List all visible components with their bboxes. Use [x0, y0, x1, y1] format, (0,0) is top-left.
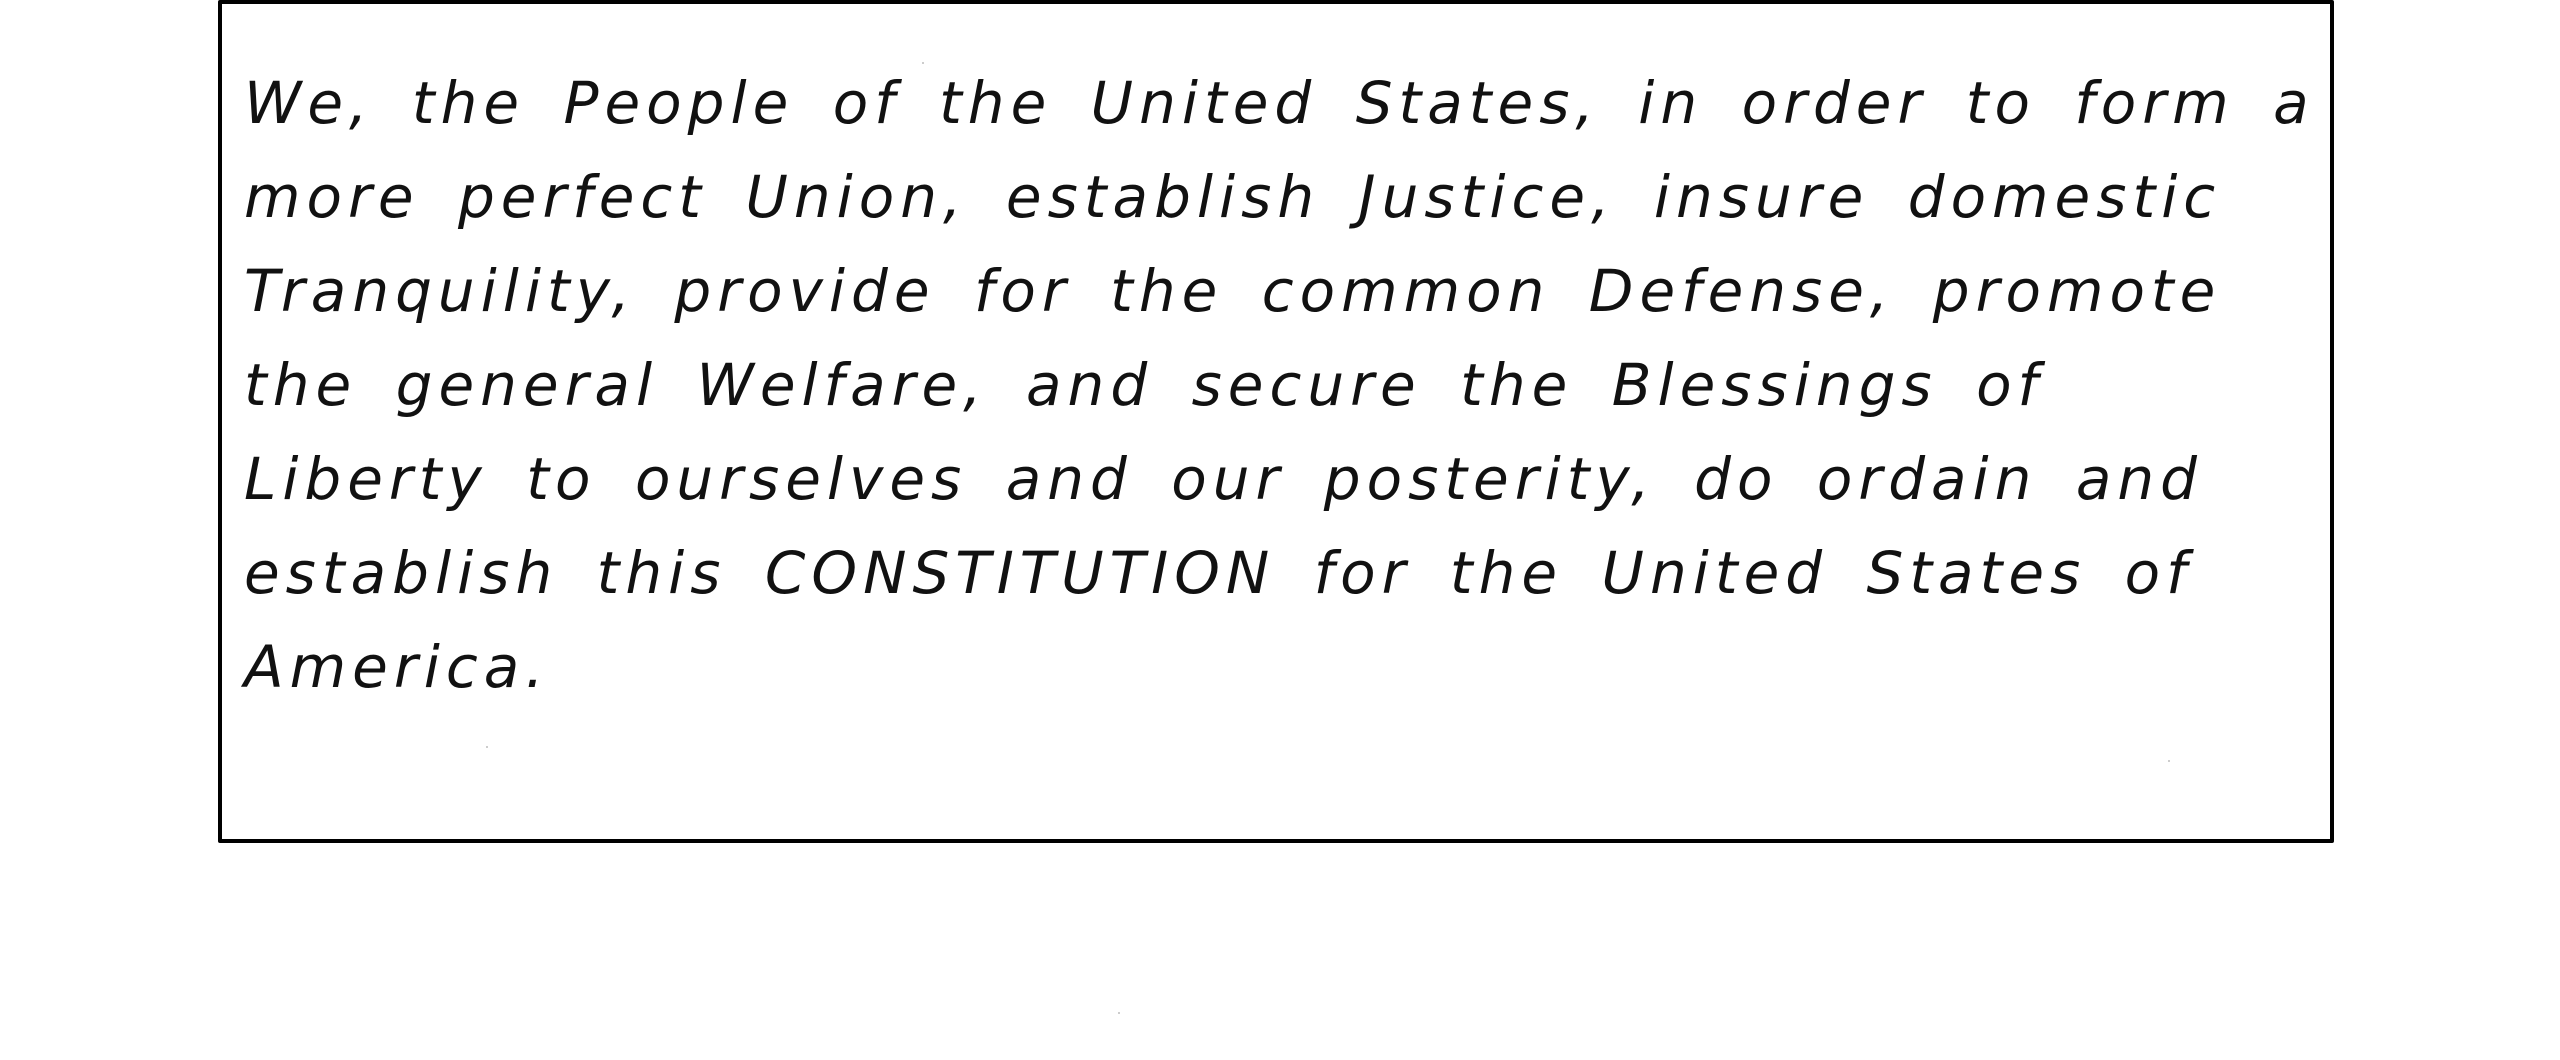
- text-line-4: the general Welfare, and secure the Blessings of: [244, 351, 2044, 419]
- text-frame: [218, 0, 2334, 843]
- text-line-6: establish this CONSTITUTION for the United States of: [244, 539, 2193, 607]
- text-line-1: We, the People of the United States, in order to form a: [244, 69, 2315, 137]
- text-line-5: Liberty to ourselves and our posterity, do ordain and: [244, 445, 2203, 513]
- text-line-2: more perfect Union, establish Justice, insure domestic: [244, 163, 2222, 231]
- text-line-3: Tranquility, provide for the common Defense, promote: [244, 257, 2222, 325]
- text-line-7: America.: [244, 633, 550, 701]
- scan-speck: [486, 746, 488, 748]
- scan-speck: [2168, 760, 2170, 762]
- scan-speck: [1118, 1012, 1120, 1014]
- scan-speck: [922, 62, 924, 64]
- handwritten-text-block: [244, 56, 2344, 714]
